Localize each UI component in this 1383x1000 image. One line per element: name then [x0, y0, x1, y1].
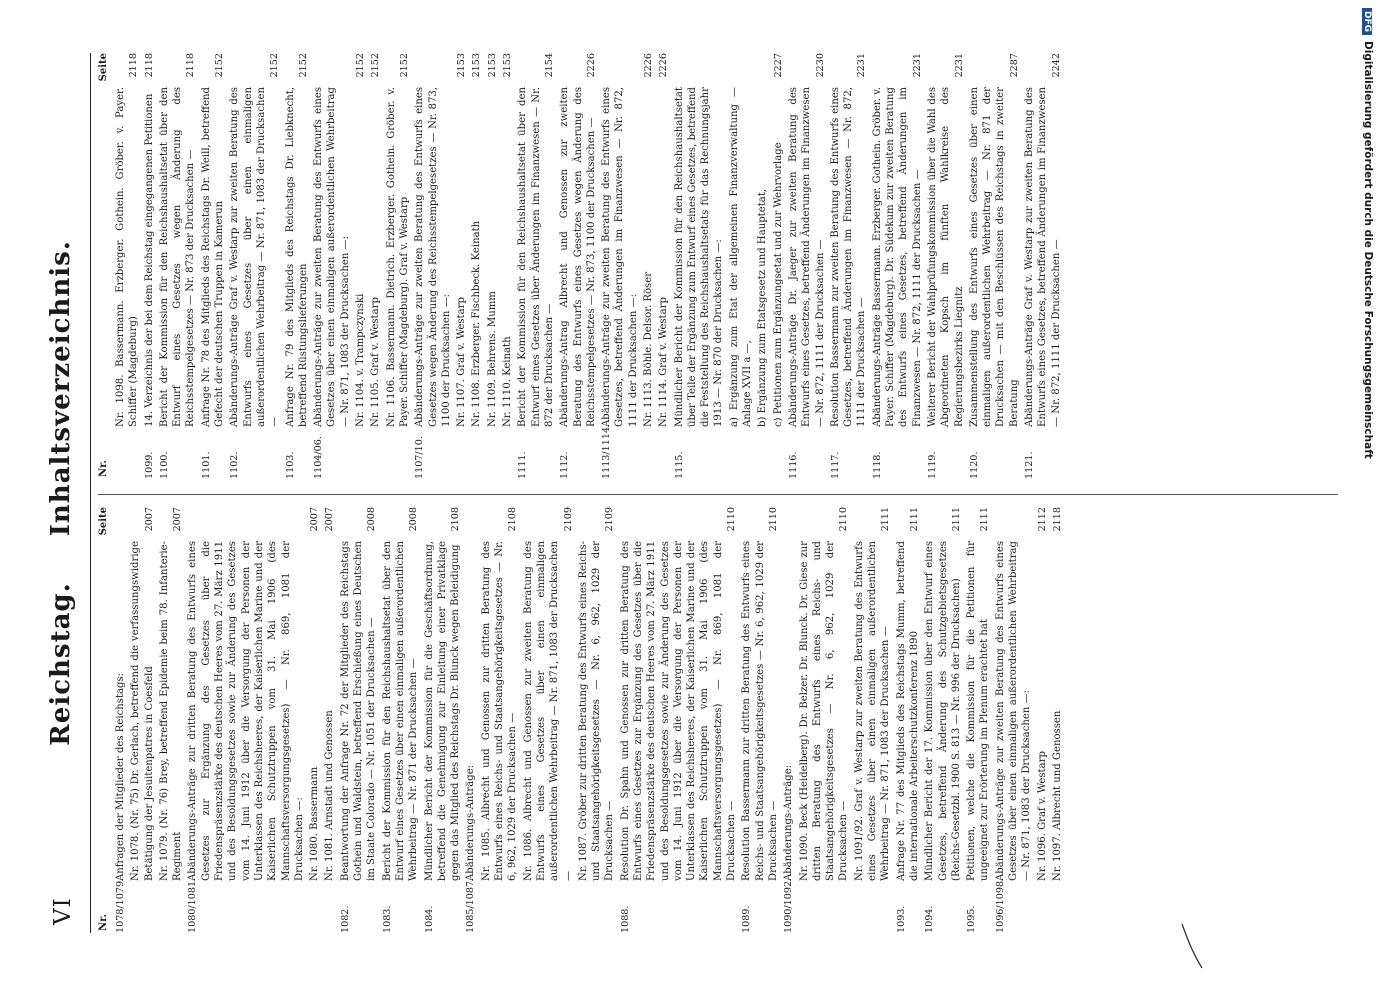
toc-entry — [129, 507, 156, 933]
entry-text: Nr. 1107. Graf v. Westarp — [456, 297, 468, 427]
page-title — [46, 53, 76, 933]
toc-entry — [186, 507, 306, 933]
entry-text: Mündlicher Bericht der Kommission für die Geschäftsordnung, betreffend die Genehmigung zur Einleitung einer Privatklage gegen das Mitglied des Reichstags Dr. Blunck wegen Beleidigung — [423, 541, 462, 881]
toc-entry — [782, 507, 795, 933]
entry-text: Abänderungs-Anträge zur zweiten Beratung des Entwurfs eines Gesetzes über einen einmaligen außerordentlichen Wehrbeitrag — Nr. 871, 1083 der Drucksachen —: — [313, 87, 351, 427]
toc-entry — [413, 53, 453, 479]
entry-number: 1101. — [200, 451, 212, 479]
pencil-mark — [1178, 922, 1206, 970]
entry-page: 2118 — [185, 53, 197, 78]
entry-page: 2111 — [979, 507, 991, 532]
entry-page: 2152 — [398, 53, 410, 78]
entry-text: Abänderungs-Anträge: — [465, 764, 477, 881]
entry-text: Nr. 1097. Albrecht und Genossen — [1051, 710, 1063, 881]
entry-text: Abänderungs-Anträge zur dritten Beratung des Entwurfs eines Gesetzes zur Ergänzung des Gesetzes über die Friedenspräsenzstärke des deutschen Heeres vom 27. März 1911 und des Besoldungsgesetzes sowie zur Änderung des Gesetzes vom 14. Juni 1912 über die Versorgung der Personen der Unterklassen des Reichsheeres, der Kaiserlichen Marine und der Kaiserlichen Schutztruppen vom 31. Mai 1906 (des Mannschaftsversorgungsgesetzes) — Nr. 869, 1081 der Drucksachen —: — [187, 541, 305, 881]
page-number: VI — [50, 897, 76, 925]
left-entries — [114, 507, 1064, 933]
toc-entry — [871, 53, 924, 479]
entry-text: Nr. 1085. Albrecht und Genossen zur dritten Beratung des Entwurfs eines Reichs- und Staatsangehörigkeitsgesetzes — Nr. 6, 962, 1029 der Drucksachen — — [480, 541, 519, 881]
toc-entry — [600, 53, 640, 479]
toc-entry — [369, 53, 382, 479]
digitization-note — [1359, 8, 1377, 992]
entry-text: Nr. 1091/92. Graf v. Westarp zur zweiten Beratung des Entwurfs eines Gesetzes über einen einmaligen außerordentlichen Wehrbeitrag — Nr. 871, 1083 der Drucksachen — — [853, 541, 892, 881]
toc-entry — [756, 53, 769, 479]
entry-number: 1085/1087. — [465, 877, 477, 933]
toc-entry — [470, 53, 483, 479]
entry-text: Weiterer Bericht der Wahlprüfungskommission über die Wahl des Abgeordneten Kopsch im fünften Wahlkreise des Regierungsbezirks Liegnitz — [926, 87, 965, 427]
entry-number: 1096/1098. — [994, 877, 1006, 933]
toc-entry — [385, 53, 412, 479]
toc-entry — [728, 53, 755, 479]
entry-text: a) Ergänzung zum Etat der allgemeinen Finanzverwaltung — Anlage XVII a —, — [728, 87, 754, 427]
entry-number: 1118. — [871, 451, 883, 479]
entry-number: 1082. — [339, 905, 351, 933]
entry-number: 1095. — [966, 905, 978, 933]
toc-entry — [829, 53, 869, 479]
toc-entry — [114, 507, 127, 933]
right-column — [98, 53, 1065, 479]
toc-entry — [926, 53, 966, 479]
entry-number: 1113/1114. — [601, 423, 613, 479]
entry-text: Nr. 1106. Bassermann. Dietrich. Erzberger. Gothein. Gröber. v. Payer. Schiffer (Magdeburg). Graf v. Westarp — [385, 87, 410, 427]
left-column — [98, 507, 1066, 933]
seite-header: Seite — [98, 507, 109, 536]
entry-text: Petitionen, welche die Kommission für die Petitionen für ungeeignet zur Erörterung im Plenum erachtet hat — [966, 541, 991, 881]
toc-entry — [486, 53, 499, 479]
entry-page: 2008 — [366, 507, 378, 532]
toc-entry — [853, 507, 893, 933]
toc-entry — [994, 507, 1034, 933]
entry-page: 2007 — [172, 507, 184, 532]
entry-number: 1117. — [829, 451, 841, 479]
entry-text: Nr. 1109. Behrens. Mumm — [486, 291, 498, 427]
toc-entry — [158, 507, 185, 933]
toc-entry — [480, 507, 520, 933]
entry-number: 1107/10. — [414, 436, 426, 479]
entry-number: 1094. — [924, 905, 936, 933]
entry-text: Nr. 1080. Bassermann — [309, 766, 321, 881]
digitization-note-text: Digitalisierung gefördert durch die Deutsche Forschungsgemeinschaft — [1362, 41, 1374, 459]
toc-entry — [228, 53, 281, 479]
toc-entry — [558, 53, 598, 479]
toc-entry — [522, 507, 575, 933]
toc-entry — [516, 53, 556, 479]
entry-number: 1102. — [229, 451, 241, 479]
column-divider — [98, 494, 1338, 495]
entry-text: Abänderungs-Anträge zur zweiten Beratung des Entwurfs eines Gesetzes, betreffend Änderungen im Finanzwesen — Nr. 872, 1111 der Drucksachen —: — [601, 87, 639, 427]
entry-text: Mündlicher Bericht der Kommission für den Reichshaushaltsetat über Teile der Ergänzung zum Entwurf eines Gesetzes, betreffend die Feststellung des Reichshaushaltsetats für das Rechnungsjahr 1913 — Nr. 870 der Drucksachen —: — [673, 87, 725, 427]
entry-page: 2118 — [128, 53, 140, 78]
entry-page: 2007 — [143, 507, 155, 532]
seite-header: Seite — [98, 53, 109, 82]
title-right: Inhaltsverzeichnis. — [46, 240, 76, 537]
entry-text: c) Petitionen zum Ergänzungsetat und zur Wehrvorlage — [772, 142, 784, 427]
entry-page: 2226 — [585, 53, 597, 78]
toc-entry — [114, 53, 141, 479]
entry-text: Mündlicher Bericht der 17. Kommission über den Entwurf eines Gesetzes, betreffend Änderung des Schutzgebietsgesetzes (Reichs-Gesetzbl. 1900 S. 813 — Nr. 996 der Drucksachen) — [924, 541, 962, 881]
nr-header: Nr. — [98, 460, 109, 477]
entry-number: 1112. — [559, 451, 571, 479]
toc-entry — [740, 507, 780, 933]
entry-page: 2109 — [604, 507, 616, 532]
entry-page: 2226 — [658, 53, 670, 78]
entry-page: 2007 — [324, 507, 336, 532]
entry-text: Nr. 1078. (Nr. 75) Dr. Gerlach, betreffend die verfassungswidrige Betätigung der Jesuitenpatres in Coesfeld — [130, 541, 155, 881]
entry-text: Anfragen der Mitglieder des Reichstags: — [115, 672, 126, 881]
entry-page: 2007 — [309, 507, 321, 532]
right-entries — [114, 53, 1063, 479]
entry-number: 1115. — [673, 451, 685, 479]
entry-number: 1099. — [143, 451, 155, 479]
document-page — [46, 53, 1350, 933]
toc-entry — [923, 507, 963, 933]
entry-page: 2111 — [880, 507, 892, 532]
entry-number: 1121. — [1024, 451, 1035, 479]
entry-page: 2231 — [953, 53, 965, 78]
entry-text: Anfrage Nr. 78 des Mitglieds des Reichstags Dr. Weill, betreffend Gefecht der deutschen Truppen in Kamerun — [200, 87, 226, 427]
entry-page: 2110 — [838, 507, 850, 532]
entry-page: 2152 — [214, 53, 226, 78]
entry-text: Nr. 1090. Beck (Heidelberg). Dr. Belzer. Dr. Blunck. Dr. Giese zur dritten Beratung des Entwurfs eines Reichs- und Staatsangehörigkeitsgesetzes — Nr. 6, 962, 1029 der Drucksachen — — [798, 541, 850, 881]
entry-page: 2109 — [562, 507, 574, 532]
toc-entry — [464, 507, 477, 933]
entry-page: 2230 — [814, 53, 826, 78]
entry-text: Nr. 1098. Bassermann. Erzberger. Gothein. Gröber. v. Payer. Schiffer (Magdeburg) — [115, 87, 140, 427]
left-column-header — [98, 507, 114, 933]
right-column-header — [98, 53, 114, 479]
entry-page: 2231 — [911, 53, 923, 78]
entry-text: Beantwortung der Anfrage Nr. 72 der Mitglieder des Reichstags Gothein und Waldstein, betreffend Erschießung eines Deutschen im Staate Colorado — Nr. 1051 der Drucksachen — — [339, 541, 378, 881]
entry-text: Nr. 1086. Albrecht und Genossen zur zweiten Beratung des Entwurfs eines Gesetzes über einen einmaligen außerordentlichen Wehrbeitrag — Nr. 871, 1083 der Drucksachen — — [522, 541, 574, 881]
entry-page: 2111 — [950, 507, 962, 532]
entry-page: 2153 — [502, 53, 514, 78]
entry-text: b) Ergänzung zum Etatsgesetz und Hauptetat, — [757, 188, 769, 427]
entry-text: Abänderungs-Anträge zur zweiten Beratung des Entwurfs eines Gesetzes über einen einmaligen außerordentlichen Wehrbeitrag — Nr. 871, 1083 der Drucksachen —: — [994, 541, 1033, 881]
toc-entry — [308, 507, 321, 933]
toc-entry — [423, 507, 463, 933]
entry-page: 2111 — [908, 507, 920, 532]
entry-text: Nr. 1104. v. Trampczynski — [355, 293, 367, 427]
entry-text: Nr. 1087. Gröber zur dritten Beratung des Entwurfs eines Reichs- und Staatsangehörigkeitsgesetzes — Nr. 6, 962, 1029 der Drucksachen — — [577, 541, 616, 881]
entry-page: 2153 — [486, 53, 498, 78]
entry-text: 14. Verzeichnis der bei dem Reichstag eingegangenen Petitionen — [143, 93, 155, 427]
entry-text: Nr. 1113. Böhle. Delsor. Röser — [642, 271, 654, 427]
entry-page: 2152 — [297, 53, 309, 78]
toc-entry — [381, 507, 421, 933]
entry-page: 2118 — [143, 53, 155, 78]
entry-page: 2154 — [543, 53, 555, 78]
toc-entry — [339, 507, 379, 933]
entry-number: 1088. — [619, 905, 631, 933]
toc-entry — [323, 507, 336, 933]
toc-entry — [642, 53, 655, 479]
entry-page: 2110 — [726, 507, 738, 532]
entry-text: Resolution Dr. Spahn und Genossen zur dritten Beratung des Entwurfs eines Gesetzes zur Ergänzung des Gesetzes über die Friedenspräsenzstärke des deutschen Heeres vom 27. März 1911 und des Besoldungsgesetzes sowie zur Änderung des Gesetzes vom 14. Juni 1912 über die Versorgung der Personen der Unterklassen des Reichsheeres, der Kaiserlichen Marine und der Kaiserlichen Schutztruppen vom 31. Mai 1906 (des Mannschaftsversorgungsgesetzes) — Nr. 869, 1081 der Drucksachen — — [619, 541, 738, 881]
dfg-logo: DFG — [1362, 8, 1372, 35]
toc-entry — [965, 507, 992, 933]
entry-text: Nr. 1081. Arnstadt und Genossen — [324, 710, 336, 881]
entry-page: 2153 — [471, 53, 483, 78]
entry-number: 1116. — [787, 451, 799, 479]
nr-header: Nr. — [98, 914, 109, 931]
entry-page: 2112 — [1036, 507, 1048, 532]
entry-number: 1111. — [517, 451, 529, 479]
entry-text: Abänderungs-Anträge Bassermann. Erzberger. Gothein. Gröber. v. Payer. Schiffer (Magdeburg). Dr. Südekum zur zweiten Beratung des Entwurfs eines Gesetzes, betreffend Änderungen im Finanzwesen — Nr. 872, 1111 der Drucksachen — — [871, 87, 923, 427]
entry-number: 1084. — [423, 905, 435, 933]
entry-number: 1083. — [381, 905, 393, 933]
toc-entry — [772, 53, 785, 479]
toc-entry — [895, 507, 922, 933]
entry-number: 1090/1092. — [783, 877, 795, 933]
entry-number: 1100. — [158, 451, 170, 479]
entry-number: 1103. — [284, 451, 296, 479]
toc-entry — [501, 53, 514, 479]
toc-entry — [1023, 53, 1063, 479]
toc-entry — [1036, 507, 1049, 933]
entry-text: Bericht der Kommission für den Reichshaushaltsetat über den Entwurf eines Gesetzes über Änderungen im Finanzwesen — Nr. 872 der Drucksachen — — [517, 87, 555, 427]
toc-entry — [798, 507, 851, 933]
entry-text: Abänderungs-Anträge Graf v. Westarp zur zweiten Beratung des Entwurfs eines Gesetzes, betreffend Änderungen im Finanzwesen — Nr. 872, 1111 der Drucksachen — — [1024, 87, 1062, 427]
entry-text: Resolution Bassermann zur dritten Beratung des Entwurfs eines Reichs- und Staatsangehörigkeitsgesetzes — Nr. 6, 962, 1029 der Drucksachen — — [741, 541, 779, 881]
entry-text: Anfrage Nr. 79 des Mitglieds des Reichstags Dr. Liebknecht, betreffend Rüstungslieferungen — [284, 87, 309, 427]
entry-page: 2008 — [408, 507, 420, 532]
entry-text: Nr. 1096. Graf v. Westarp — [1036, 751, 1048, 881]
entry-number: 1093. — [895, 905, 907, 933]
toc-entry — [354, 53, 367, 479]
entry-text: Abänderungs-Anträge zur zweiten Beratung des Entwurfs eines Gesetzes wegen Änderung des Reichsstempelgesetzes — Nr. 873, 1100 der Drucksachen —: — [414, 87, 452, 427]
entry-text: Nr. 1105. Graf v. Westarp — [370, 297, 382, 427]
entry-number: 1120. — [968, 451, 980, 479]
entry-number: 1078/1079. — [115, 877, 126, 933]
title-left: Reichstag. — [46, 582, 76, 746]
entry-page: 2152 — [269, 53, 281, 78]
entry-number: 1089. — [741, 905, 753, 933]
toc-entry — [455, 53, 468, 479]
entry-text: Abänderungs-Anträge: — [783, 764, 795, 881]
toc-entry — [312, 53, 352, 479]
entry-text: Nr. 1108. Erzberger. Fischbeck. Keinath — [471, 220, 483, 427]
entry-text: Abänderungs-Anträge Dr. Jaeger zur zweiten Beratung des Entwurfs eines Gesetzes, betreffend Änderungen im Finanzwesen — Nr. 872, 1111 der Drucksachen — — [787, 87, 826, 427]
entry-page: 2108 — [507, 507, 519, 532]
entry-text: Anfrage Nr. 77 des Mitglieds des Reichstags Mumm, betreffend die internationale Arbeiterschutzkonferenz 1890 — [895, 541, 920, 881]
entry-page: 2227 — [772, 53, 784, 78]
entry-number: 1119. — [926, 451, 938, 479]
entry-text: Bericht der Kommission für den Reichshaushaltsetat über den Entwurf eines Gesetzes über einen einmaligen außerordentlichen Wehrbeitrag — Nr. 871 der Drucksachen — — [381, 541, 420, 881]
entry-text: Bericht der Kommission für den Reichshaushaltsetat über den Entwurf eines Gesetzes wegen Änderung des Reichsstempelgesetzes — Nr. 873 der Drucksachen — — [158, 87, 197, 427]
header-rule — [90, 53, 91, 933]
entry-text: Abänderungs-Anträge Graf v. Westarp zur zweiten Beratung des Entwurfs eines Gesetzes über einen einmaligen außerordentlichen Wehrbeitrag — Nr. 871, 1083 der Drucksachen — — [229, 87, 281, 427]
entry-number: 1104/06. — [313, 436, 325, 479]
toc-entry — [619, 507, 739, 933]
entry-page: 2110 — [767, 507, 779, 532]
entry-page: 2118 — [1051, 507, 1063, 532]
entry-text: Zusammenstellung des Entwurfs eines Gesetzes über einen einmaligen außerordentlichen Wehrbeitrag — Nr. 871 der Drucksachen — mit den Beschlüssen des Reichstags in zweiter Beratung — [968, 87, 1020, 427]
entry-page: 2287 — [1008, 53, 1020, 78]
entry-page: 2242 — [1050, 53, 1062, 78]
entry-text: Nr. 1110. Keinath — [502, 336, 514, 427]
toc-entry — [143, 53, 156, 479]
toc-entry — [284, 53, 311, 479]
entry-page: 2108 — [450, 507, 462, 532]
entry-text: Nr. 1114. Graf v. Westarp — [658, 297, 670, 427]
entry-number: 1080/1081. — [187, 877, 199, 933]
entry-text: Nr. 1079. (Nr. 76) Brey, betreffend Epidemie beim 78. Infanterie-Regiment — [158, 541, 184, 881]
entry-page: 2152 — [370, 53, 382, 78]
entry-page: 2226 — [642, 53, 654, 78]
entry-text: Abänderungs-Antrag Albrecht und Genossen zur zweiten Beratung des Entwurfs eines Gesetzes wegen Änderung des Reichsstempelgesetzes — Nr. 873, 1100 der Drucksachen — — [559, 87, 597, 427]
toc-entry — [158, 53, 198, 479]
toc-entry — [673, 53, 726, 479]
toc-entry — [657, 53, 670, 479]
toc-entry — [787, 53, 827, 479]
entry-page: 2152 — [355, 53, 367, 78]
entry-text: Resolution Bassermann zur zweiten Beratung des Entwurfs eines Gesetzes, betreffend Änderungen im Finanzwesen — Nr. 872, 1111 der Drucksachen — — [829, 87, 868, 427]
toc-entry — [577, 507, 617, 933]
entry-page: 2153 — [456, 53, 468, 78]
entry-page: 2231 — [856, 53, 868, 78]
toc-entry — [200, 53, 227, 479]
toc-entry — [1051, 507, 1064, 933]
toc-entry — [968, 53, 1021, 479]
